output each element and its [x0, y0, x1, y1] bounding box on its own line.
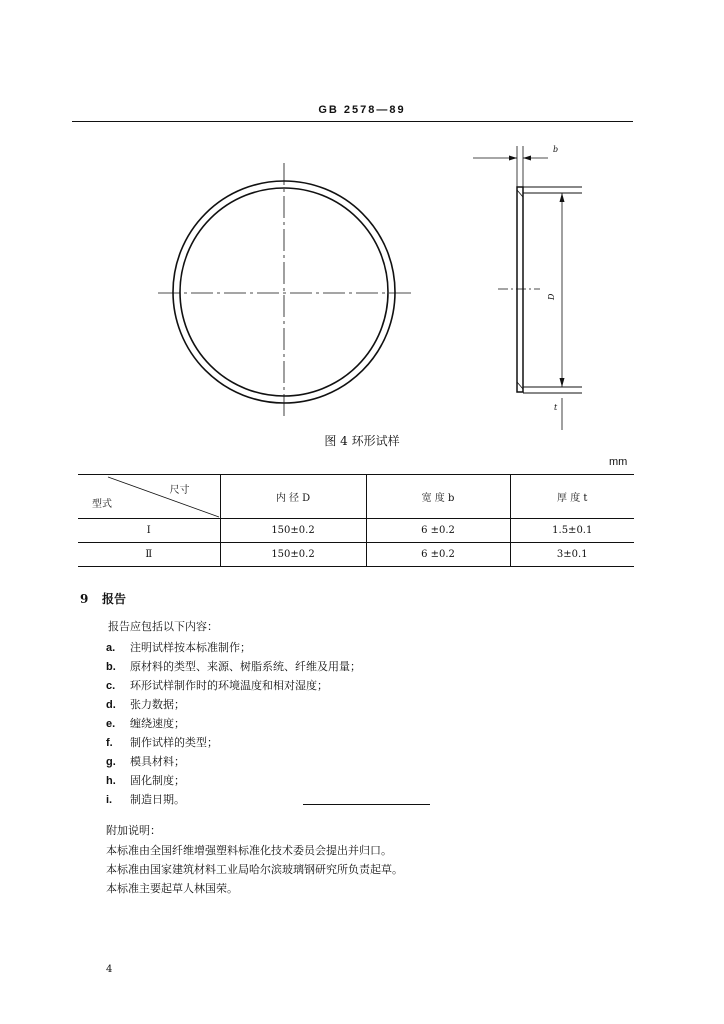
table-row [78, 543, 634, 567]
list-item-letter: d. [106, 699, 116, 711]
dim-D-label: D [547, 293, 556, 300]
list-item-letter: c. [106, 680, 116, 692]
header-corner-cell [78, 475, 220, 519]
list-item [106, 772, 185, 788]
list-item [106, 753, 185, 769]
cell-inner-diameter: 150±0.2 [220, 519, 366, 543]
list-item [106, 715, 185, 731]
list-item-letter: i. [106, 794, 113, 806]
list-item [106, 677, 328, 693]
cell-type: Ⅱ [145, 549, 153, 560]
list-item-text: 制作试样的类型； [130, 736, 218, 749]
note-line: 本标准主要起草人林国荣。 [106, 882, 238, 895]
dim-b-arrow-right [523, 156, 531, 161]
list-item-text: 环形试样制作时的环境温度和相对湿度； [130, 679, 328, 692]
list-item [106, 791, 185, 807]
list-item [106, 639, 251, 655]
cell-type: Ⅰ [146, 525, 151, 536]
list-item-letter: g. [106, 756, 116, 768]
cell-width: 6 ±0.2 [366, 519, 510, 543]
standard-code: GB 2578—89 [318, 104, 406, 116]
cell-inner-diameter: 150±0.2 [220, 543, 366, 567]
header-rule [72, 121, 633, 122]
cell-thickness: 3±0.1 [510, 543, 634, 567]
note-line: 本标准由全国纤维增强塑料标准化技术委员会提出并归口。 [106, 844, 392, 857]
list-item-letter: a. [106, 642, 116, 654]
dim-b-arrow-left [509, 156, 517, 161]
dimensions-table [78, 474, 634, 567]
ring-section-view [473, 146, 582, 430]
list-item-letter: e. [106, 718, 116, 730]
list-item-text: 固化制度； [130, 774, 185, 787]
list-item-letter: b. [106, 661, 116, 673]
list-item-letter: h. [106, 775, 116, 787]
section-heading [80, 590, 126, 607]
col-header-inner-diameter: 内 径 D [220, 475, 366, 519]
dim-D-arrow-bottom [560, 378, 565, 387]
dim-D-arrow-top [560, 193, 565, 202]
page-number: 4 [106, 964, 113, 975]
list-item-text: 注明试样按本标准制作； [130, 641, 251, 654]
corner-label-type: 型式 [92, 499, 112, 510]
table-header-row [78, 475, 634, 519]
ring-specimen-figure [0, 130, 724, 430]
list-item-text: 张力数据； [130, 698, 185, 711]
notes-title: 附加说明： [106, 824, 161, 837]
list-item-text: 制造日期。 [130, 793, 185, 806]
ring-top-view [158, 163, 414, 420]
dim-t-label: t [554, 403, 558, 412]
section-title: 报告 [102, 592, 127, 606]
note-line: 本标准由国家建筑材料工业局哈尔滨玻璃钢研究所负责起草。 [106, 863, 403, 876]
notes-separator [303, 804, 430, 805]
corner-label-dimension: 尺寸 [169, 485, 190, 496]
cell-width: 6 ±0.2 [366, 543, 510, 567]
section-intro: 报告应包括以下内容： [108, 620, 218, 633]
hatch-top [517, 190, 523, 197]
cell-thickness: 1.5±0.1 [510, 519, 634, 543]
table-unit: mm [609, 456, 628, 468]
col-header-width: 宽 度 b [366, 475, 510, 519]
section-wall [517, 187, 523, 392]
list-item-text: 模具材料； [130, 755, 185, 768]
figure-caption: 图 4 环形试样 [324, 434, 400, 448]
list-item-text: 原材料的类型、来源、树脂系统、纤维及用量； [130, 660, 361, 673]
list-item-text: 缠绕速度； [130, 717, 185, 730]
list-item [106, 696, 185, 712]
list-item-letter: f. [106, 737, 113, 749]
dim-b-label: b [553, 145, 559, 154]
list-item [106, 658, 361, 674]
section-number: 9 [80, 592, 89, 606]
table-row [78, 519, 634, 543]
list-item [106, 734, 218, 750]
col-header-thickness: 厚 度 t [510, 475, 634, 519]
hatch-bottom [517, 382, 523, 389]
